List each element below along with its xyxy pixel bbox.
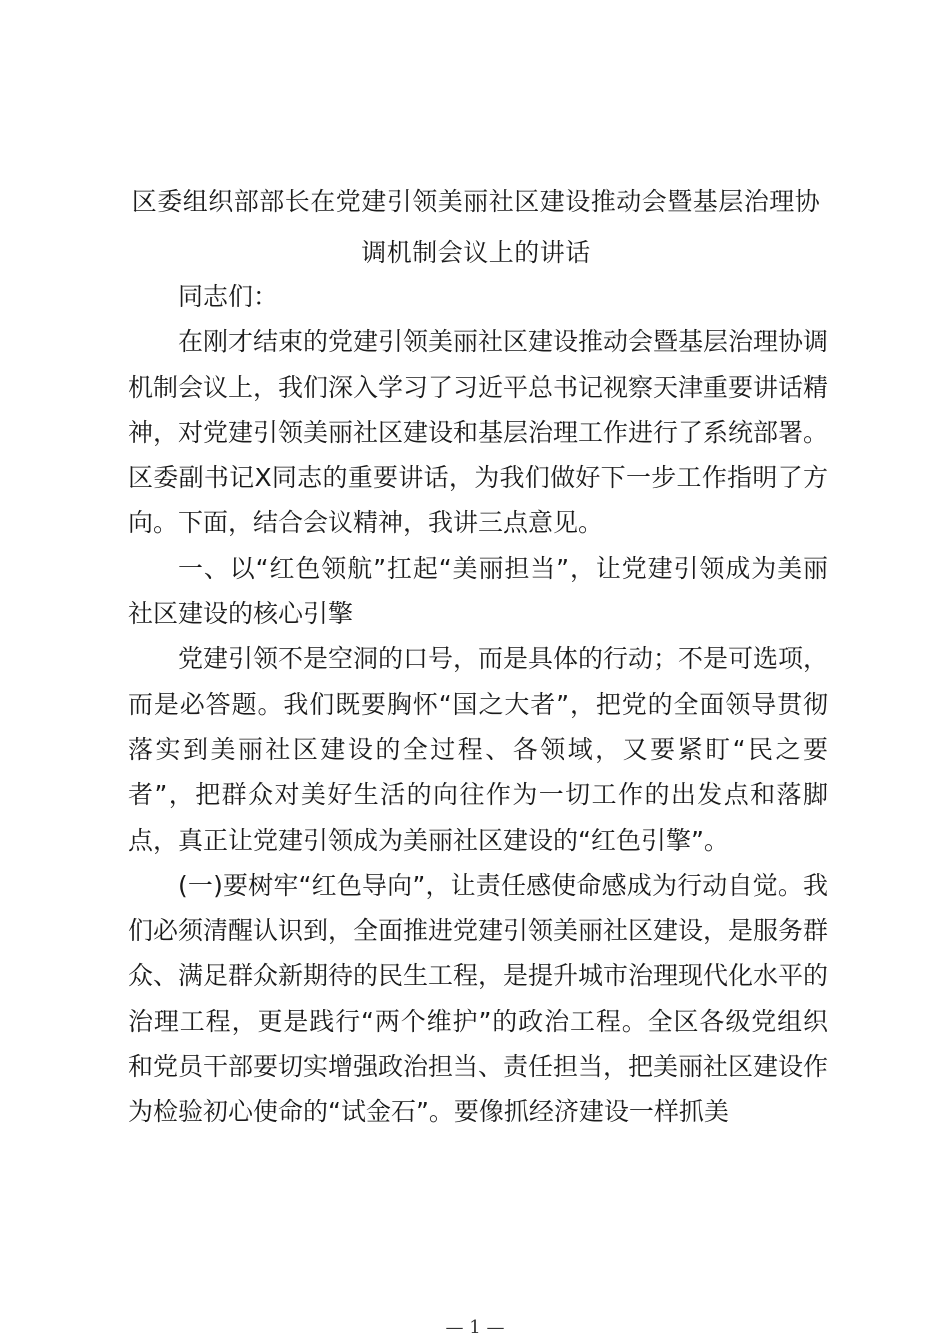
title-line-2: 调机制会议上的讲话 xyxy=(361,238,591,267)
page-number: — 1 — xyxy=(445,1317,505,1338)
section-heading-1: 一、以“红色领航”扛起“美丽担当”，让党建引领成为美丽社区建设的核心引擎 xyxy=(128,553,828,629)
salutation: 同志们： xyxy=(178,282,279,311)
paragraph-subsection-1: (一)要树牢“红色导向”，让责任感使命感成为行动自觉。我们必须清醒认识到，全面推进党建引领美丽社区建设，是服务群众、满足群众新期待的民生工程，是提升城市治理现代化水平的治理工程，更是践行“两个维护”的政治工程。全区各级党组织和党员干部要切实增强政治担当、责任担当，把美丽社区建设作为检验初心使命的“试金石”。要像抓经济建设一样抓美 xyxy=(128,870,829,1127)
document-body xyxy=(128,274,828,1135)
paragraph-intro: 在刚才结束的党建引领美丽社区建设推动会暨基层治理协调机制会议上，我们深入学习了习近平总书记视察天津重要讲话精神，对党建引领美丽社区建设和基层治理工作进行了系统部署。区委副书记X同志的重要讲话，为我们做好下一步工作指明了方向。下面，结合会议精神，我讲三点意见。 xyxy=(128,327,829,538)
title-line-1: 区委组织部部长在党建引领美丽社区建设推动会暨基层治理协 xyxy=(131,187,821,216)
document-title xyxy=(118,176,834,278)
paragraph-section-1: 党建引领不是空洞的口号，而是具体的行动；不是可选项，而是必答题。我们既要胸怀“国之大者”，把党的全面领导贯彻落实到美丽社区建设的全过程、各领域，又要紧盯“民之要者”，把群众对美好生活的向往作为一切工作的出发点和落脚点，真正让党建引领成为美丽社区建设的“红色引擎”。 xyxy=(128,644,829,855)
